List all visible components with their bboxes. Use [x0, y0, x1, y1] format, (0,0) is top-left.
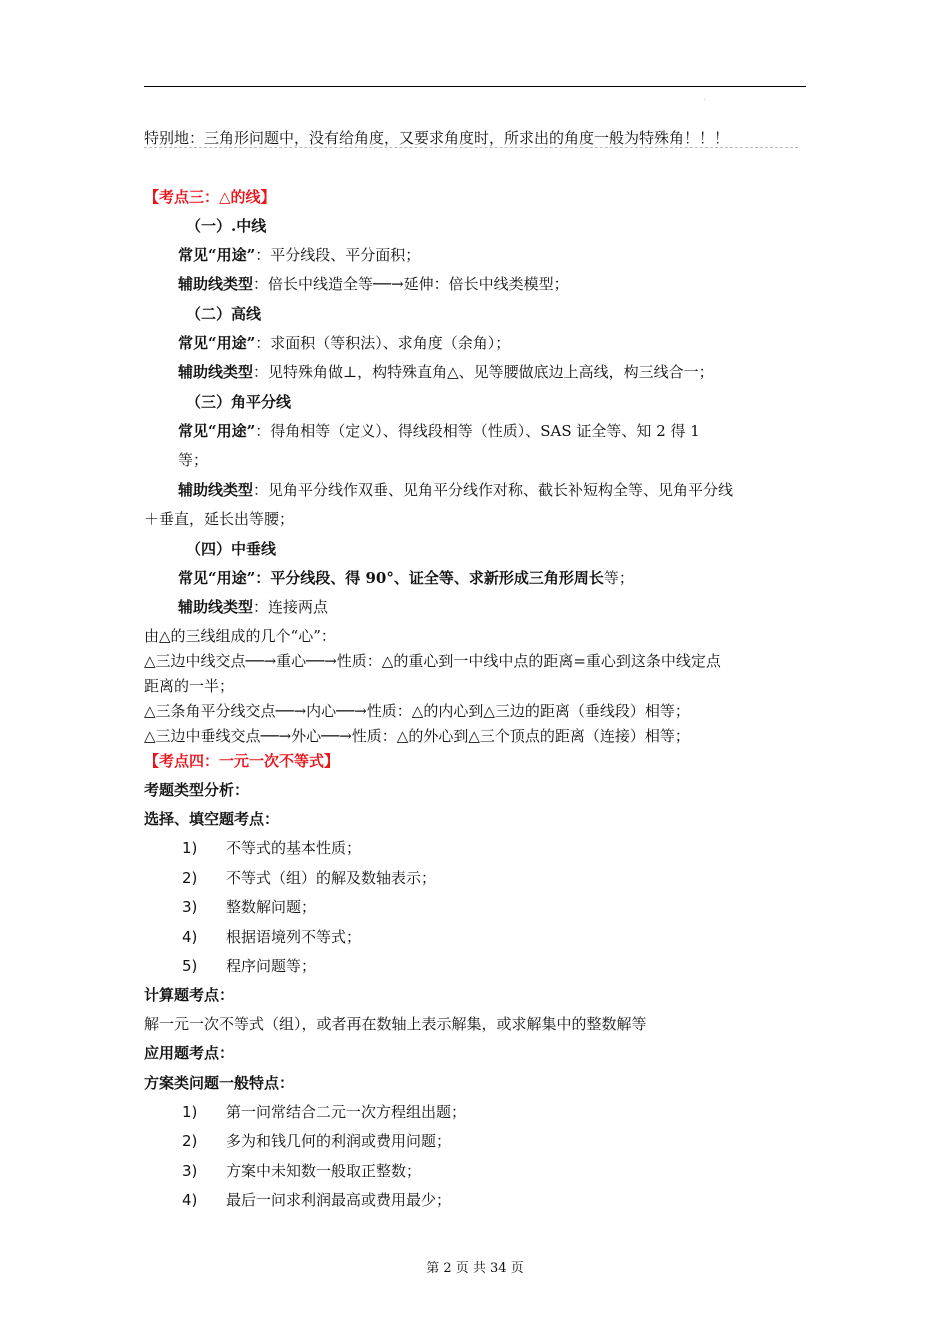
use-tail: 等； [603, 569, 634, 587]
item-number: 3) [182, 898, 198, 916]
item-text: 多为和钱几何的利润或费用问题； [226, 1132, 452, 1150]
median-aux [178, 274, 569, 294]
aux-text: ：见角平分线作双垂、见角平分线作对称、截长补短构全等、见角平分线 [253, 481, 734, 499]
use-text: ：得角相等（定义）、得线段相等（性质）、SAS 证全等、知 2 得 1 [255, 422, 700, 440]
aux-text: ：倍长中线造全等──→延伸：倍长中线类模型； [253, 275, 569, 293]
section3-title: 【考点三：△的线】 [144, 188, 276, 206]
plan-label: 方案类问题一般特点： [144, 1074, 295, 1092]
header-rule [144, 86, 806, 87]
item-number: 5) [182, 957, 198, 975]
incenter-line: △三条角平分线交点──→内心──→性质：△的内心到△三边的距离（垂线段）相等； [144, 702, 690, 720]
centroid-line: △三边中线交点──→重心──→性质：△的重心到一中线中点的距离=重心到这条中线定点 [144, 652, 721, 670]
bisector-use-cont: 等； [178, 451, 209, 469]
centroid-line-cont: 距离的一半； [144, 677, 235, 695]
item-text: 最后一问求利润最高或费用最少； [226, 1191, 452, 1209]
list-item [182, 956, 316, 976]
aux-label: 辅助线类型 [178, 363, 254, 381]
aux-label: 辅助线类型 [178, 275, 254, 293]
calc-label: 计算题考点： [144, 986, 235, 1004]
list-item [182, 1102, 466, 1122]
list-item [182, 927, 361, 947]
bisector-aux-cont: ＋垂直，延长出等腰； [144, 510, 295, 528]
section4-title: 【考点四：一元一次不等式】 [144, 752, 340, 770]
item-number: 4) [182, 1191, 198, 1209]
item-text: 根据语境列不等式； [226, 928, 362, 946]
list-item [182, 1131, 451, 1151]
item-number: 4) [182, 928, 198, 946]
list-item [182, 897, 316, 917]
item-text: 不等式（组）的解及数轴表示； [226, 869, 437, 887]
bisector-heading: （三）角平分线 [186, 393, 292, 411]
item-text: 第一问常结合二元一次方程组出题； [226, 1103, 467, 1121]
perp-bisector-use [178, 568, 634, 588]
list-item [182, 868, 436, 888]
list-item [182, 838, 361, 858]
list-item [182, 1190, 451, 1210]
use-label: 常见“用途” [178, 569, 256, 587]
circumcenter-line: △三边中垂线交点──→外心──→性质：△的外心到△三个顶点的距离（连接）相等； [144, 727, 690, 745]
header-dot: . [704, 95, 706, 102]
altitude-aux [178, 362, 714, 382]
perp-bisector-aux [178, 597, 328, 617]
calc-text: 解一元一次不等式（组），或者再在数轴上表示解集，或求解集中的整数解等 [144, 1015, 647, 1033]
item-number: 1) [182, 1103, 198, 1121]
item-number: 1) [182, 839, 198, 857]
use-text: ：平分线段、平分面积； [255, 246, 421, 264]
aux-text: ：见特殊角做⊥，构特殊直角△、见等腰做底边上高线，构三线合一； [253, 363, 714, 381]
page-number: 第 2 页 共 34 页 [426, 1261, 524, 1276]
note-underline [144, 147, 798, 148]
bisector-use [178, 421, 700, 441]
choice-label: 选择、填空题考点： [144, 810, 280, 828]
app-label: 应用题考点： [144, 1044, 235, 1062]
item-number: 3) [182, 1162, 198, 1180]
use-label: 常见“用途” [178, 334, 256, 352]
item-text: 方案中未知数一般取正整数； [226, 1162, 422, 1180]
use-label: 常见“用途” [178, 422, 256, 440]
analysis-label: 考题类型分析： [144, 781, 250, 799]
aux-label: 辅助线类型 [178, 598, 254, 616]
use-text: ：求面积（等积法）、求角度（余角）； [255, 334, 511, 352]
special-angle-note: 特别地：三角形问题中，没有给角度，又要求角度时，所求出的角度一般为特殊角！！！ [144, 129, 730, 147]
use-label: 常见“用途” [178, 246, 256, 264]
aux-label: 辅助线类型 [178, 481, 254, 499]
item-text: 不等式的基本性质； [226, 839, 362, 857]
list-item [182, 1161, 421, 1181]
median-heading: （一）.中线 [186, 217, 267, 235]
use-text: ：平分线段、得 90°、证全等、求新形成三角形周长 [255, 569, 604, 587]
altitude-heading: （二）高线 [186, 305, 262, 323]
bisector-aux [178, 480, 733, 500]
centers-intro: 由△的三线组成的几个“心”： [144, 627, 336, 645]
item-text: 程序问题等； [226, 957, 317, 975]
item-number: 2) [182, 1132, 198, 1150]
item-number: 2) [182, 869, 198, 887]
aux-text: ：连接两点 [253, 598, 329, 616]
median-use [178, 245, 420, 265]
perp-bisector-heading: （四）中垂线 [186, 540, 277, 558]
item-text: 整数解问题； [226, 898, 317, 916]
altitude-use [178, 333, 510, 353]
